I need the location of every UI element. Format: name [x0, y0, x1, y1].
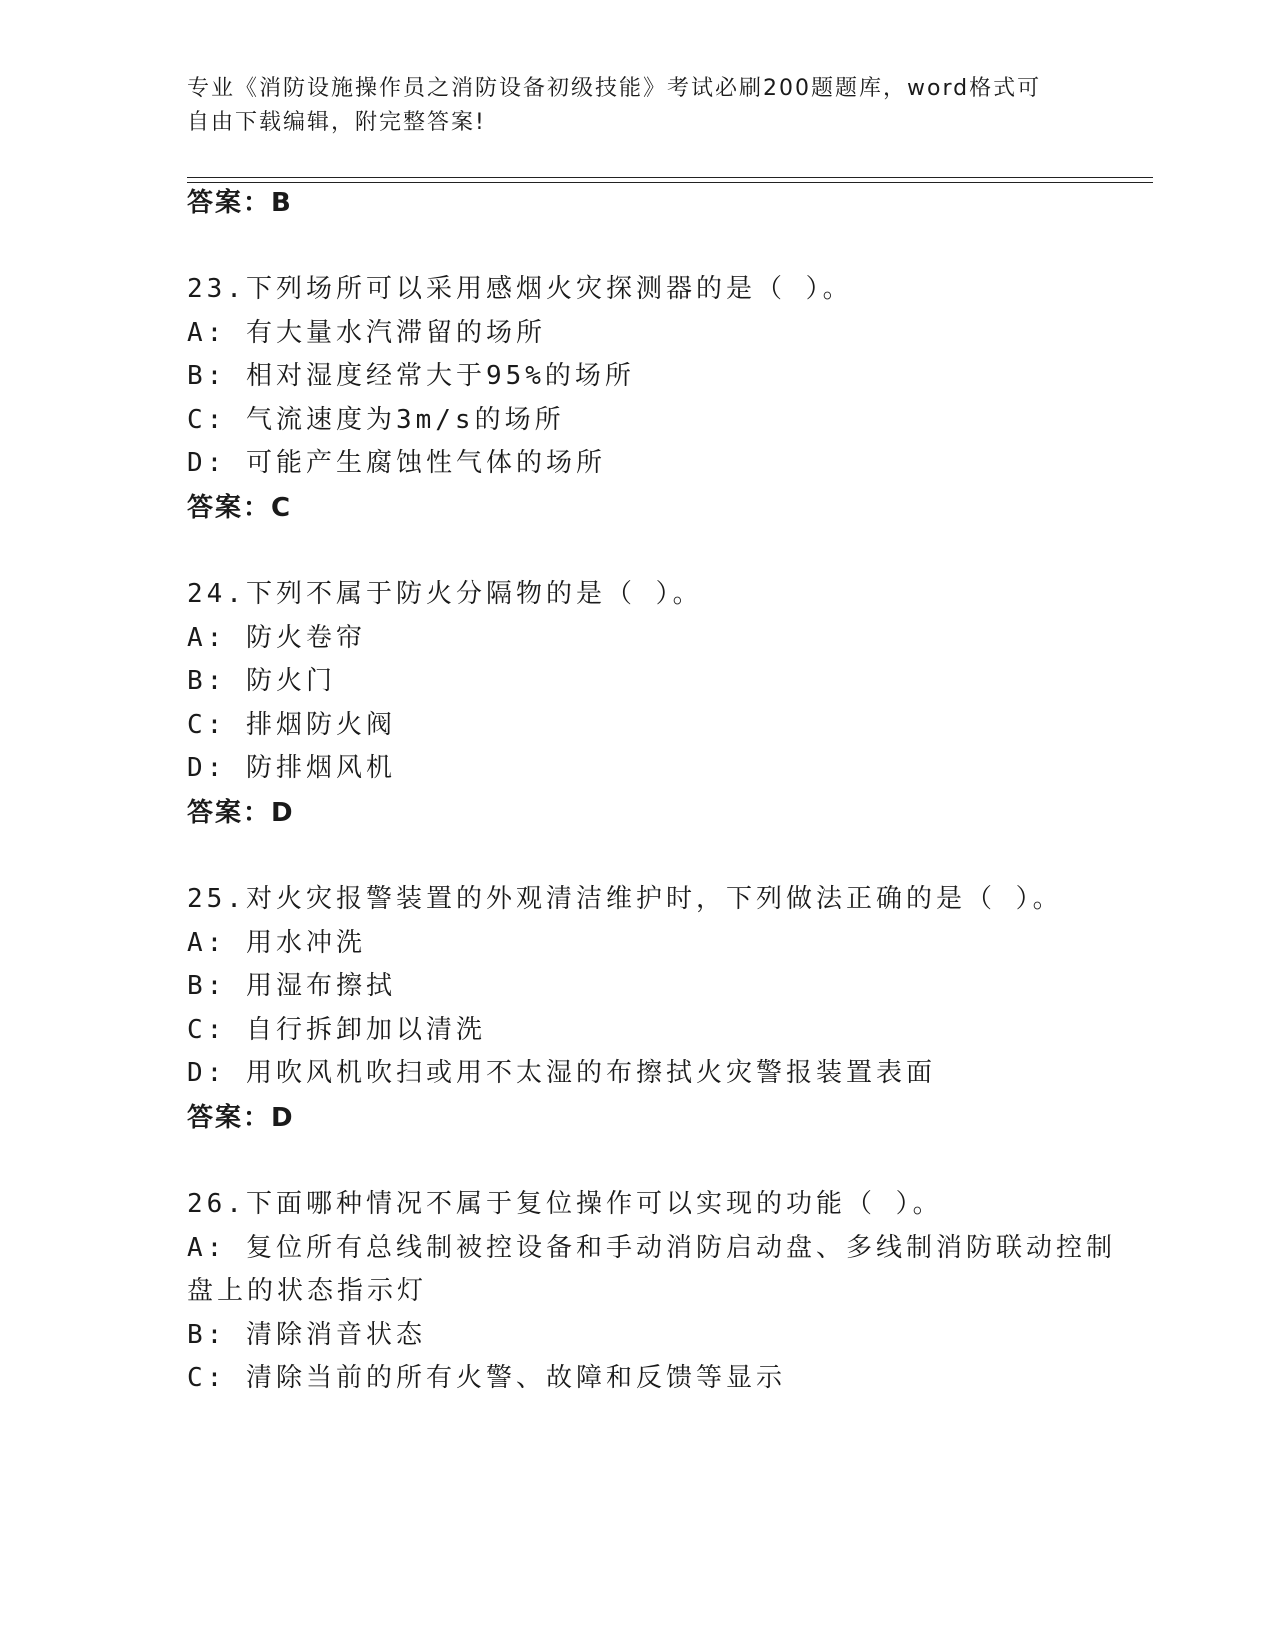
document-header: [187, 72, 1067, 140]
q25-option-b: B: 用湿布擦拭: [187, 971, 396, 1001]
q23-option-b: B: 相对湿度经常大于95%的场所: [187, 361, 635, 391]
q24-option-a: A: 防火卷帘: [187, 623, 366, 653]
answer-24: 答案：D: [187, 798, 295, 828]
q23-option-a: A: 有大量水汽滞留的场所: [187, 318, 546, 348]
answer-23: 答案：C: [187, 493, 293, 523]
q24-option-c: C: 排烟防火阀: [187, 710, 396, 740]
q25-option-a: A: 用水冲洗: [187, 928, 366, 958]
q24-option-d: D: 防排烟风机: [187, 753, 396, 783]
q26-option-b: B: 清除消音状态: [187, 1320, 426, 1350]
q24-option-b: B: 防火门: [187, 666, 336, 696]
header-divider-bottom: [187, 182, 1153, 183]
question-24: 24.下列不属于防火分隔物的是（ ）。: [187, 579, 703, 609]
answer-25: 答案：D: [187, 1103, 295, 1133]
question-23: 23.下列场所可以采用感烟火灾探测器的是（ ）。: [187, 274, 853, 304]
q26-option-c: C: 清除当前的所有火警、故障和反馈等显示: [187, 1363, 786, 1393]
header-title-line-2: 自由下载编辑，附完整答案!: [187, 110, 486, 135]
question-25: 25.对火灾报警装置的外观清洁维护时，下列做法正确的是（ ）。: [187, 884, 1063, 914]
question-26: 26.下面哪种情况不属于复位操作可以实现的功能（ ）。: [187, 1189, 943, 1219]
q26-option-a-line-1: A: 复位所有总线制被控设备和手动消防启动盘、多线制消防联动控制: [187, 1233, 1116, 1263]
q23-option-d: D: 可能产生腐蚀性气体的场所: [187, 448, 606, 478]
q25-option-c: C: 自行拆卸加以清洗: [187, 1015, 486, 1045]
q25-option-d: D: 用吹风机吹扫或用不太湿的布擦拭火灾警报装置表面: [187, 1058, 936, 1088]
answer-22: 答案：B: [187, 188, 293, 218]
q23-option-c: C: 气流速度为3m/s的场所: [187, 405, 565, 435]
header-divider-top: [187, 177, 1153, 178]
header-title-line-1: 专业《消防设施操作员之消防设备初级技能》考试必刷200题题库，word格式可: [187, 76, 1042, 101]
q26-option-a-line-2: 盘上的状态指示灯: [187, 1276, 428, 1306]
